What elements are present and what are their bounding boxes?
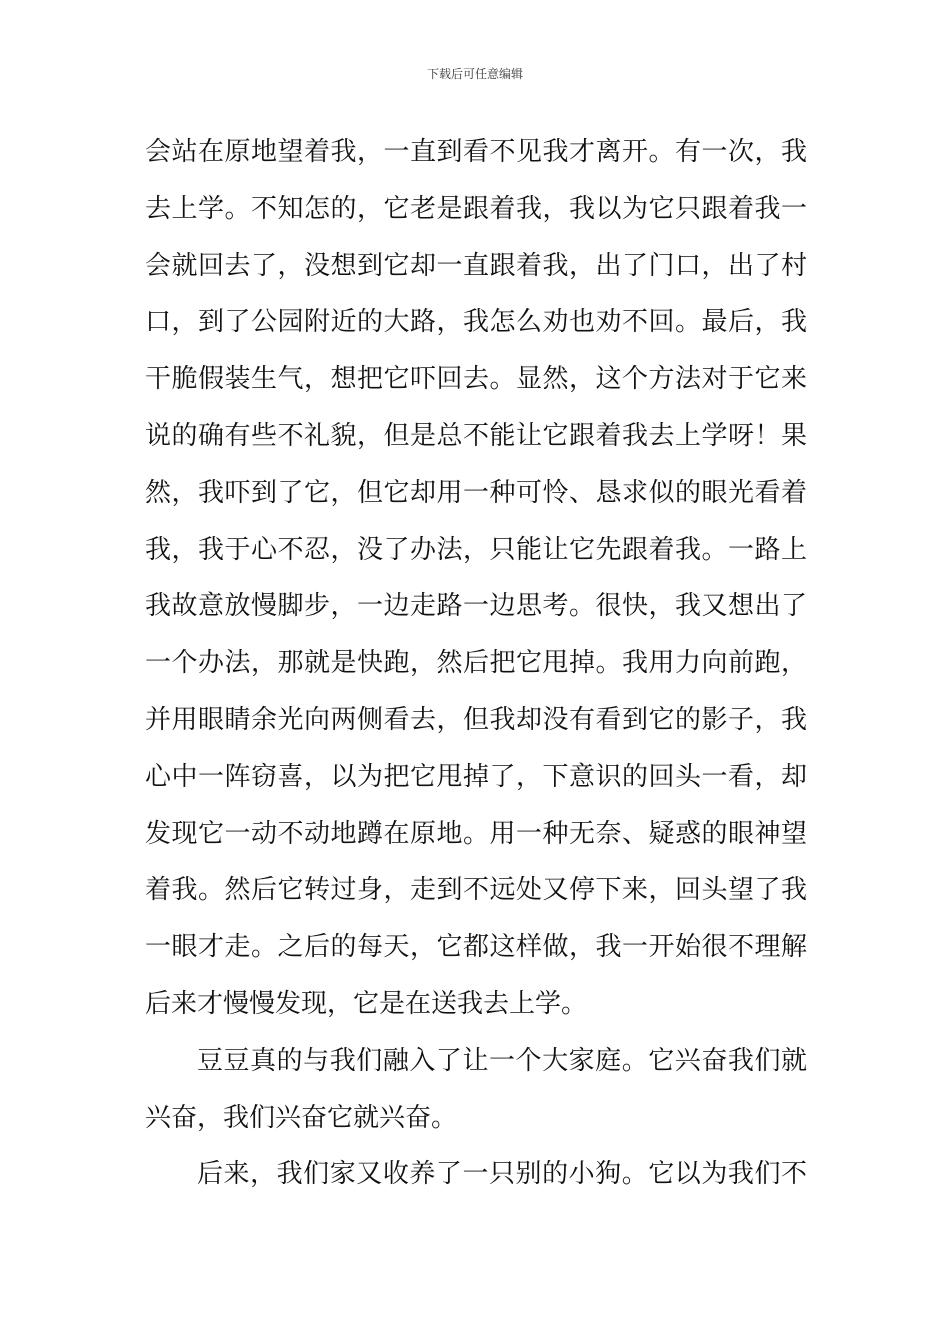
text-line: 后来才慢慢发现，它是在送我去上学。 (145, 988, 588, 1019)
text-line: 我，我于心不忍，没了办法，只能让它先跟着我。一路上 (145, 534, 807, 565)
text-line: 并用眼睛余光向两侧看去，但我却没有看到它的影子，我 (145, 704, 807, 735)
paragraph-first-line: 豆豆真的与我们融入了让一个大家庭。它兴奋我们就 (197, 1045, 807, 1076)
text-line: 说的确有些不礼貌，但是总不能让它跟着我去上学呀！果 (145, 420, 807, 451)
text-line: 会站在原地望着我，一直到看不见我才离开。有一次，我 (145, 137, 807, 167)
text-line: 我故意放慢脚步，一边走路一边思考。很快，我又想出了 (145, 591, 807, 622)
paragraph-first-line: 后来，我们家又收养了一只别的小狗。它以为我们不 (197, 1159, 807, 1190)
text-line: 心中一阵窃喜，以为把它甩掉了，下意识的回头一看，却 (145, 761, 807, 792)
text-line: 一个办法，那就是快跑，然后把它甩掉。我用力向前跑， (145, 648, 807, 679)
page-header: 下载后可任意编辑 (426, 67, 523, 81)
document-body (145, 124, 807, 1203)
text-line: 然，我吓到了它，但它却用一种可怜、恳求似的眼光看着 (145, 477, 807, 508)
text-line: 去上学。不知怎的，它老是跟着我，我以为它只跟着我一 (145, 193, 807, 224)
text-line: 会就回去了，没想到它却一直跟着我，出了门口，出了村 (145, 250, 807, 281)
text-line: 口，到了公园附近的大路，我怎么劝也劝不回。最后，我 (145, 307, 807, 338)
text-line: 发现它一动不动地蹲在原地。用一种无奈、疑惑的眼神望 (145, 818, 807, 849)
text-line: 兴奋，我们兴奋它就兴奋。 (145, 1102, 458, 1133)
text-line: 一眼才走。之后的每天，它都这样做，我一开始很不理解 (145, 932, 807, 963)
text-line: 干脆假装生气，想把它吓回去。显然，这个方法对于它来 (145, 364, 807, 395)
text-line: 着我。然后它转过身，走到不远处又停下来，回头望了我 (145, 875, 807, 906)
